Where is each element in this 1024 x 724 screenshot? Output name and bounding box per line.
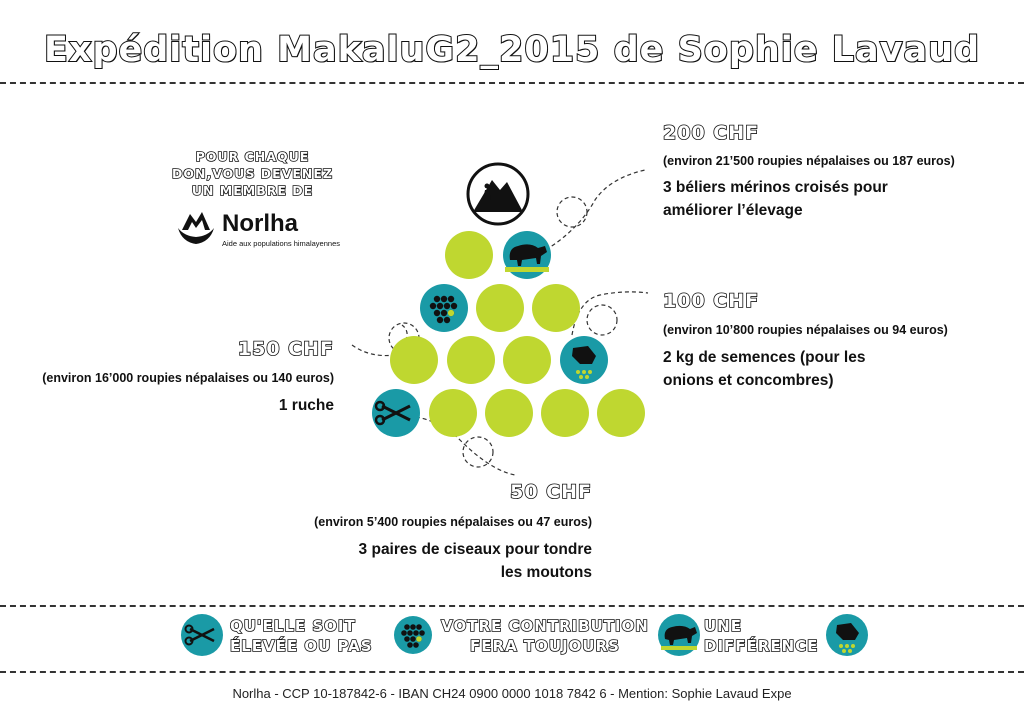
- scissors-icon: [180, 613, 224, 657]
- member-line-2: DON,VOUS DEVENEZ: [172, 166, 333, 181]
- desc-200-line-2: améliorer l’élevage: [663, 202, 803, 219]
- lime-dot: [503, 336, 551, 384]
- desc-50-line-2: les moutons: [500, 564, 592, 581]
- desc-50: [270, 538, 592, 584]
- banner-divider-bottom: [0, 671, 1024, 673]
- connector-50-loop: [463, 437, 493, 467]
- connector-100-loop: [587, 305, 617, 335]
- banner-part-3: [704, 616, 818, 656]
- beehive-icon: [393, 613, 433, 657]
- connector-200-loop: [557, 197, 587, 227]
- lime-dot: [532, 284, 580, 332]
- equiv-200: (environ 21’500 roupies népalaises ou 187 euros): [663, 154, 955, 168]
- banner-part-3-line-2: DIFFÉRENCE: [704, 637, 819, 655]
- beehive-icon: [420, 284, 468, 332]
- lime-dot: [541, 389, 589, 437]
- equiv-150: (environ 16’000 roupies népalaises ou 140 euros): [42, 371, 334, 385]
- sheep-icon: [657, 613, 701, 657]
- page-title: Expédition MakaluG2_2015 de Sophie Lavaud: [43, 30, 981, 70]
- price-100: 100 CHF: [663, 290, 760, 312]
- desc-100-line-1: 2 kg de semences (pour les: [663, 349, 866, 366]
- banner-part-1-line-1: QU'ELLE SOIT: [230, 617, 356, 635]
- banner-part-2-line-2: FERA TOUJOURS: [470, 637, 620, 655]
- logo-tagline: Aide aux populations himalayennes: [222, 239, 340, 248]
- title-divider: [0, 82, 1024, 84]
- desc-50-line-1: 3 paires de ciseaux pour tondre: [358, 541, 592, 558]
- lime-dot: [390, 336, 438, 384]
- banner-part-1: [230, 616, 373, 656]
- donation-pyramid: [340, 150, 670, 480]
- price-200: 200 CHF: [663, 122, 760, 144]
- lime-dot: [485, 389, 533, 437]
- price-50: 50 CHF: [510, 481, 592, 503]
- desc-150: 1 ruche: [278, 397, 334, 414]
- seeds-hand-icon: [825, 613, 869, 657]
- member-text: [165, 148, 340, 199]
- desc-200: [663, 176, 888, 222]
- member-line-3: UN MEMBRE DE: [191, 183, 314, 198]
- desc-100: [663, 346, 865, 392]
- lime-dot: [476, 284, 524, 332]
- banner-divider-top: [0, 605, 1024, 607]
- banner-part-1-line-2: ÉLEVÉE OU PAS: [230, 637, 373, 655]
- banner-part-3-line-1: UNE: [704, 617, 742, 635]
- desc-100-line-2: onions et concombres): [663, 372, 834, 389]
- equiv-100: (environ 10’800 roupies népalaises ou 94 euros): [663, 323, 948, 337]
- footer-payment-info: Norlha - CCP 10-187842-6 - IBAN CH24 0900 0000 1018 7842 6 - Mention: Sophie Lavaud Expe: [232, 686, 792, 701]
- lime-dot: [445, 231, 493, 279]
- lime-dot: [429, 389, 477, 437]
- connector-100: [572, 292, 648, 335]
- lime-dot: [447, 336, 495, 384]
- lime-dot: [597, 389, 645, 437]
- price-150: 150 CHF: [237, 338, 334, 360]
- desc-200-line-1: 3 béliers mérinos croisés pour: [663, 179, 888, 196]
- member-line-1: POUR CHAQUE: [195, 149, 310, 164]
- logo-name: Norlha: [222, 210, 299, 237]
- banner-part-2: [435, 616, 655, 656]
- equiv-50: (environ 5’400 roupies népalaises ou 47 euros): [314, 515, 592, 529]
- norlha-logo-icon: [174, 206, 218, 246]
- banner-part-2-line-1: VOTRE CONTRIBUTION: [441, 617, 649, 635]
